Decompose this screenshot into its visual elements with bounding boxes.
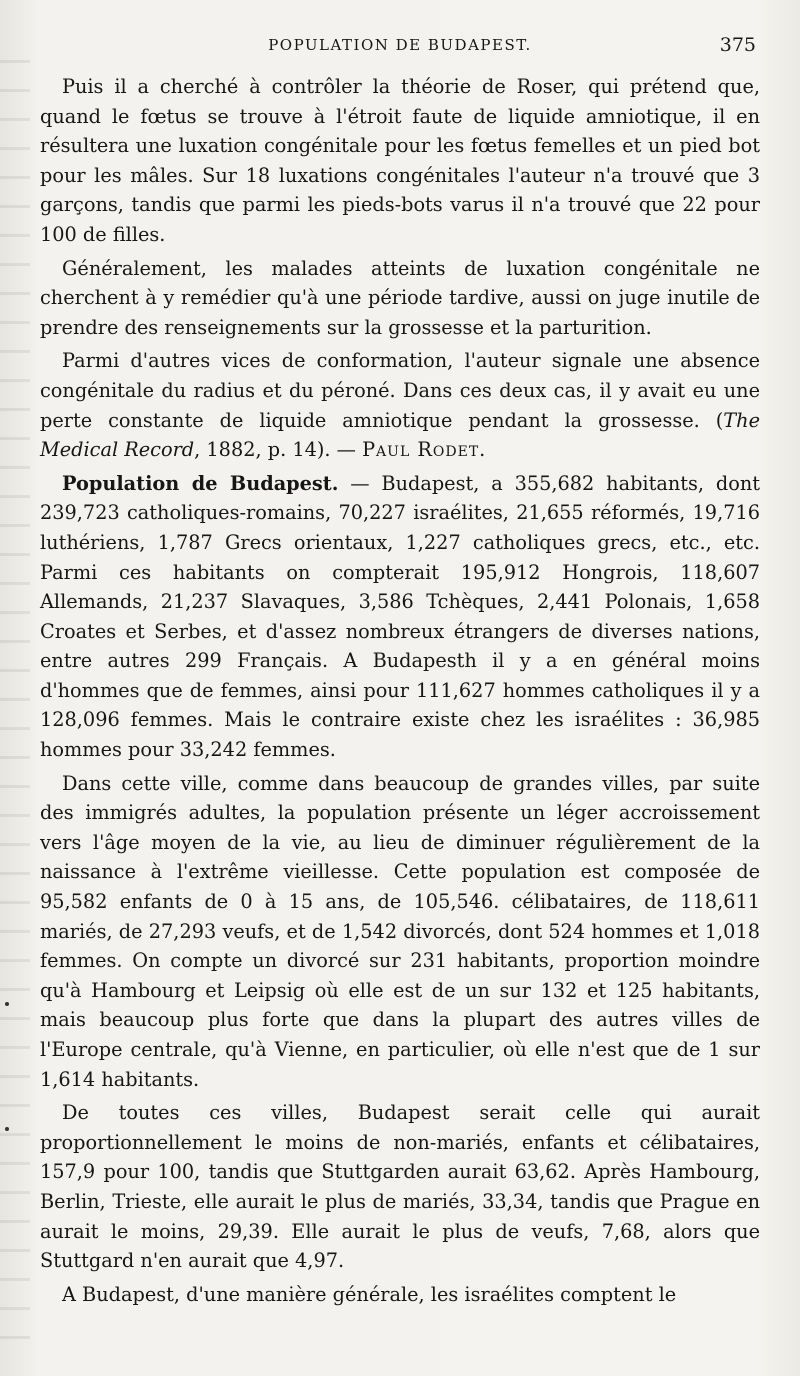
malformations-text: Parmi d'autres vices de conformation, l'auteur signale une absence congénitale du radius et du péroné. Dans ces deux cas, il y avait eu une perte constante de liquide amniotique pendant la grossesse. ( xyxy=(40,349,760,432)
paragraph-malformations xyxy=(40,346,760,464)
running-title: POPULATION DE BUDAPEST. xyxy=(268,36,532,54)
show-through-shadow xyxy=(0,60,30,1360)
paragraph-budapest-population xyxy=(40,469,760,765)
page-header xyxy=(40,34,760,56)
population-text: — Budapest, a 355,682 habitants, dont 239,723 catholiques-romains, 70,227 israélites, 21,655 réformés, 19,716 luthériens, 1,787 Grecs orientaux, 1,227 catholiques grecs, etc., etc. Parmi ces habitants on compterait 195,912 Hongrois, 118,607 Allemands, 21,237 Slavaques, 3,586 Tchèques, 2,441 Polonais, 1,658 Croates et Serbes, et d'assez nombreux étrangers de diverses nations, entre autres 299 Français. A Budapesth il y a en général moins d'hommes que de femmes, ainsi pour 111,627 hommes catholiques il y a 128,096 femmes. Mais le contraire existe chez les israélites : 36,985 hommes pour 33,242 femmes. xyxy=(40,471,760,762)
source-title: The Medical Record xyxy=(40,408,760,462)
paragraph-continuation: A Budapest, d'une manière générale, les israélites comptent le xyxy=(62,1282,677,1306)
page-number: 375 xyxy=(719,34,756,56)
citation-text: , 1882, p. 14). — xyxy=(194,438,363,462)
margin-dot xyxy=(5,1002,9,1006)
paragraph-age-structure: Dans cette ville, comme dans beaucoup de grandes villes, par suite des immigrés adultes, la population présente un léger accroissement vers l'âge moyen de la vie, au lieu de diminuer régulièrement de la naissance à l'extrême vieillesse. Cette population est composée de 95,582 enfants de 0 à 15 ans, de 105,546. célibataires, de 118,611 mariés, de 27,293 veufs, et de 1,542 divorcés, dont 524 hommes et 1,018 femmes. On compte un divorcé sur 231 habitants, proportion moindre qu'à Hambourg et Leipsig où elle est de un sur 132 et 125 habitants, mais beaucoup plus forte que dans la plupart des autres villes de l'Europe centrale, qu'à Vienne, en particulier, où elle n'est que de 1 sur 1,614 habitants. xyxy=(40,771,760,1091)
author-signature: Paul Rodet. xyxy=(362,438,487,462)
entry-title: Population de Budapest. xyxy=(62,471,339,495)
paragraph-late-treatment: Généralement, les malades atteints de luxation congénitale ne cherchent à y remédier qu'à une période tardive, aussi on juge inutile de prendre des renseignements sur la grossesse et la parturition. xyxy=(40,256,760,339)
paragraph-roser-theory: Puis il a cherché à contrôler la théorie de Roser, qui prétend que, quand le fœtus se trouve à l'étroit faute de liquide amniotique, il en résultera une luxation congénitale pour les fœtus femelles et un pied bot pour les mâles. Sur 18 luxations congénitales l'auteur n'a trouvé que 3 garçons, tandis que parmi les pieds-bots varus il n'a trouvé que 22 pour 100 de filles. xyxy=(40,75,760,246)
margin-dot xyxy=(5,1127,9,1131)
paragraph-city-comparison: De toutes ces villes, Budapest serait celle qui aurait proportionnellement le moins de non-mariés, enfants et célibataires, 157,9 pour 100, tandis que Stuttgarden aurait 63,62. Après Hambourg, Berlin, Trieste, elle aurait le plus de mariés, 33,34, tandis que Prague en aurait le moins, 29,39. Elle aurait le plus de veufs, 7,68, alors que Stuttgard n'en aurait que 4,97. xyxy=(40,1101,760,1273)
page-body xyxy=(40,72,760,1313)
